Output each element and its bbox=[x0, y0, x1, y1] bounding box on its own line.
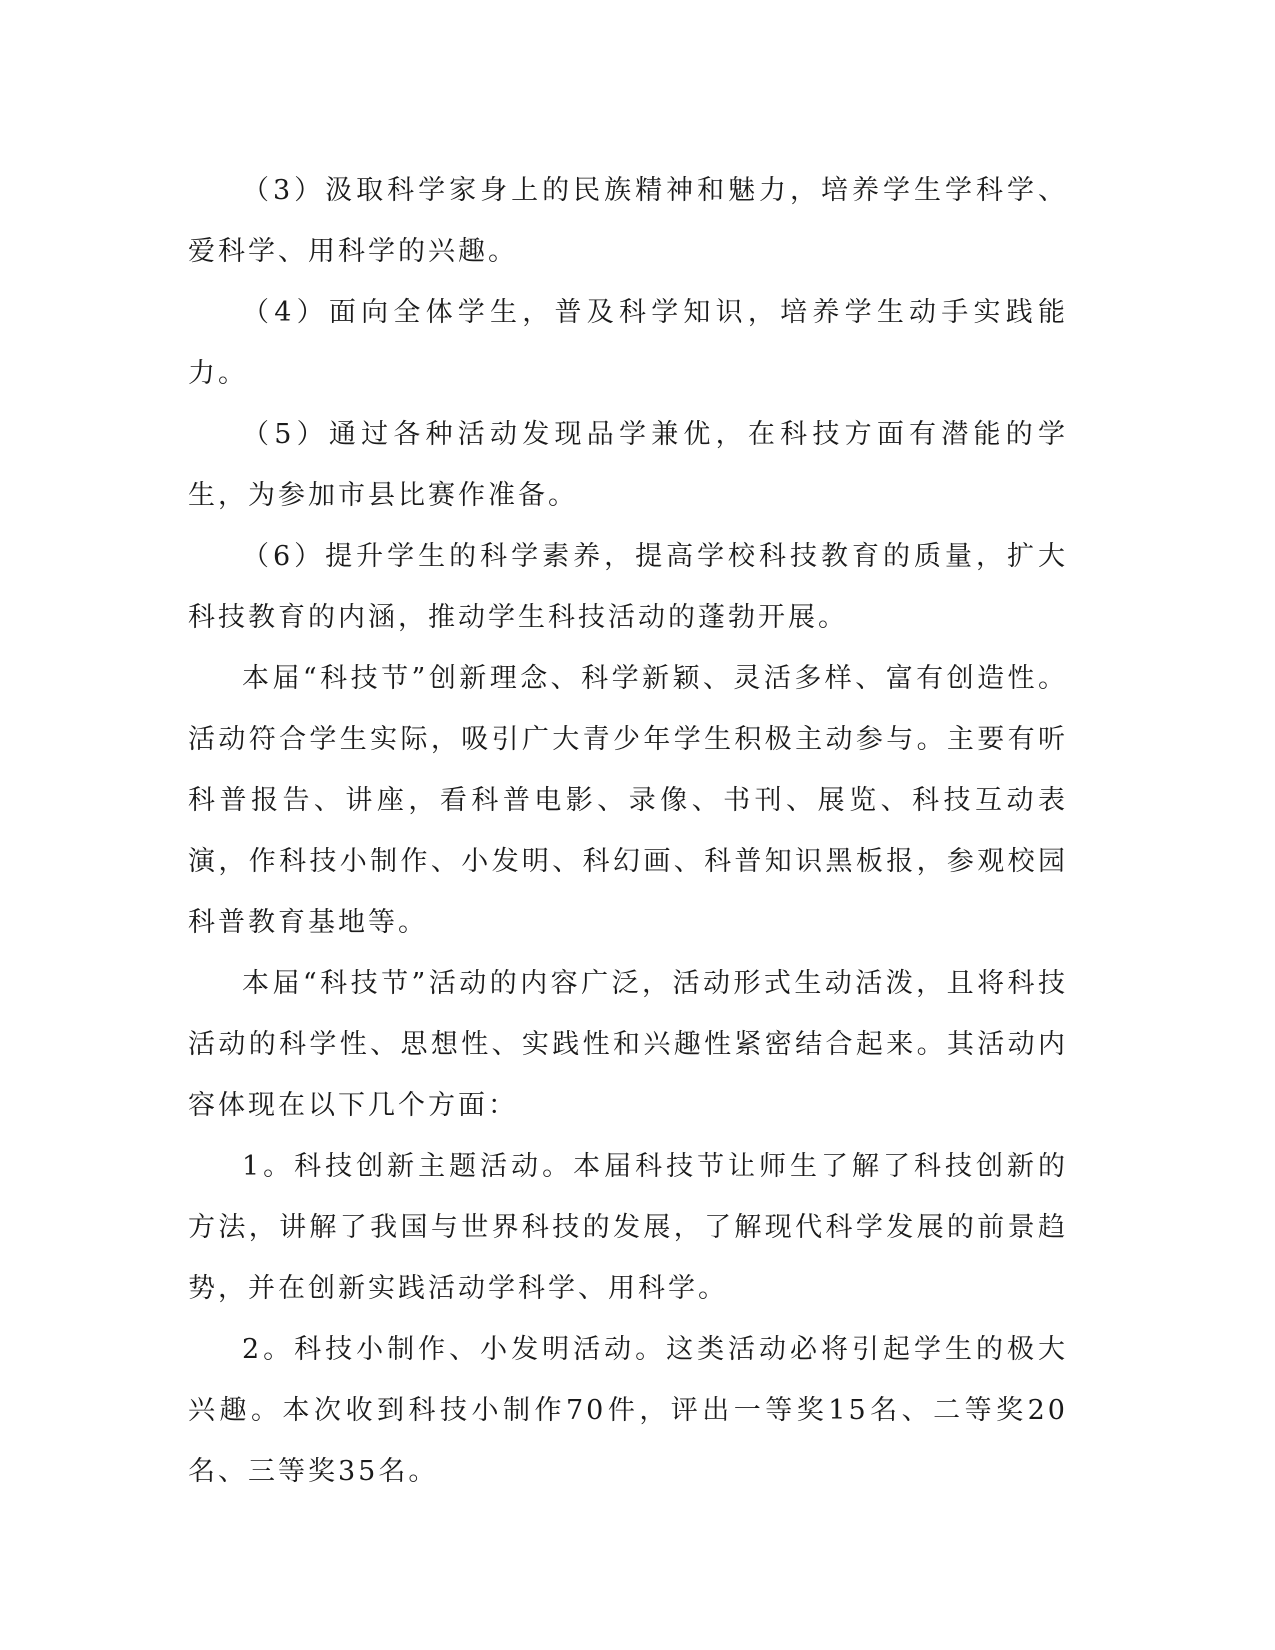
paragraph-goal-6: （6）提升学生的科学素养，提高学校科技教育的质量，扩大科技教育的内涵，推动学生科技活动的蓬勃开展。 bbox=[188, 541, 1068, 633]
paragraph-item-1: 1。科技创新主题活动。本届科技节让师生了解了科技创新的方法，讲解了我国与世界科技的发展，了解现代科学发展的前景趋势，并在创新实践活动学科学、用科学。 bbox=[188, 1151, 1068, 1304]
paragraph-goal-3: （3）汲取科学家身上的民族精神和魅力，培养学生学科学、爱科学、用科学的兴趣。 bbox=[188, 175, 1068, 267]
paragraph-item-2: 2。科技小制作、小发明活动。这类活动必将引起学生的极大兴趣。本次收到科技小制作70件，评出一等奖15名、二等奖20名、三等奖35名。 bbox=[188, 1334, 1068, 1487]
paragraph-festival-overview: 本届“科技节”创新理念、科学新颖、灵活多样、富有创造性。活动符合学生实际，吸引广大青少年学生积极主动参与。主要有听科普报告、讲座，看科普电影、录像、书刊、展览、科技互动表演，作科技小制作、小发明、科幻画、科普知识黑板报，参观校园科普教育基地等。 bbox=[188, 663, 1068, 938]
paragraph-festival-content: 本届“科技节”活动的内容广泛，活动形式生动活泼，且将科技活动的科学性、思想性、实践性和兴趣性紧密结合起来。其活动内容体现在以下几个方面： bbox=[188, 968, 1068, 1121]
document-body bbox=[188, 160, 1068, 1502]
paragraph-goal-5: （5）通过各种活动发现品学兼优，在科技方面有潜能的学生，为参加市县比赛作准备。 bbox=[188, 419, 1068, 511]
paragraph-goal-4: （4）面向全体学生，普及科学知识，培养学生动手实践能力。 bbox=[188, 297, 1068, 389]
